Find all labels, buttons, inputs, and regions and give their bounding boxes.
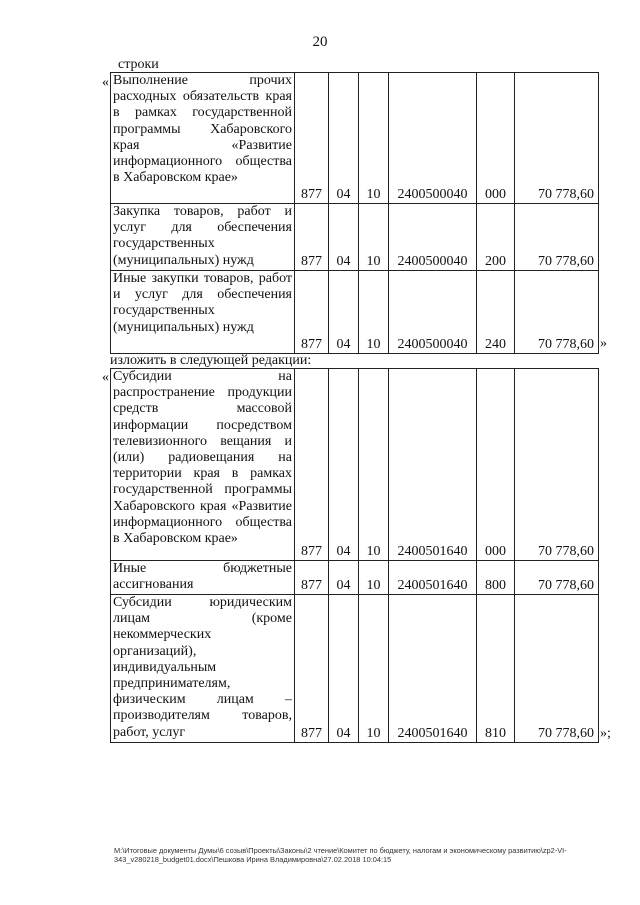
- expense-code: 810: [477, 595, 515, 743]
- amount: 70 778,60: [515, 561, 599, 595]
- target-code: 2400501640: [389, 369, 477, 561]
- ministry-code: 877: [295, 561, 329, 595]
- section-code: 04: [329, 73, 359, 204]
- table-row: [111, 204, 599, 271]
- table-row: [111, 595, 599, 743]
- row-name: Выполнение прочих расходных обязательств края в рамках государственной программы Хабаровского края «Развитие информационного общества в Хабаровском крае»: [111, 73, 295, 204]
- row-name: Закупка товаров, работ и услуг для обеспечения государственных (муниципальных) нужд: [111, 204, 295, 271]
- amount: 70 778,60: [515, 204, 599, 271]
- target-code: 2400501640: [389, 595, 477, 743]
- expense-code: 240: [477, 271, 515, 354]
- ministry-code: 877: [295, 271, 329, 354]
- row-name: Субсидии юридическим лицам (кроме некоммерческих организаций), индивидуальным предпринимателям, физическим лицам – производителям товаров, работ, услуг: [111, 595, 295, 743]
- lead-text-lines: строки: [118, 57, 159, 72]
- subsection-code: 10: [359, 369, 389, 561]
- amount: 70 778,60: [515, 595, 599, 743]
- target-code: 2400500040: [389, 204, 477, 271]
- table-new: [110, 368, 599, 743]
- table-row: [111, 73, 599, 204]
- subsection-code: 10: [359, 595, 389, 743]
- open-quote-2: «: [102, 370, 109, 385]
- ministry-code: 877: [295, 369, 329, 561]
- file-path-footer: М:\Итоговые документы Думы\6 созыв\Проекты\Законы\2 чтение\Комитет по бюджету, налогам и экономическому развитию\zp2-VI-343_v280218_budget01.docx\Пешкова Ирина Владимировна\27.02.2018 10:04:15: [114, 846, 567, 864]
- row-name: Иные закупки товаров, работ и услуг для обеспечения государственных (муниципальных) нужд: [111, 271, 295, 354]
- expense-code: 800: [477, 561, 515, 595]
- lead-text-edit: изложить в следующей редакции:: [110, 353, 312, 368]
- row-name: Иные бюджетные ассигнования: [111, 561, 295, 595]
- table-row: [111, 561, 599, 595]
- row-name: Субсидии на распространение продукции средств массовой информации посредством телевизионного вещания и (или) радиовещания на территории края в рамках государственной программы Хабаровского края «Развитие информационного общества в Хабаровском крае»: [111, 369, 295, 561]
- target-code: 2400500040: [389, 271, 477, 354]
- target-code: 2400500040: [389, 73, 477, 204]
- open-quote-1: «: [102, 75, 109, 90]
- expense-code: 200: [477, 204, 515, 271]
- close-quote-2: »;: [600, 726, 611, 741]
- section-code: 04: [329, 204, 359, 271]
- subsection-code: 10: [359, 271, 389, 354]
- ministry-code: 877: [295, 595, 329, 743]
- table-row: [111, 271, 599, 354]
- section-code: 04: [329, 595, 359, 743]
- ministry-code: 877: [295, 204, 329, 271]
- expense-code: 000: [477, 369, 515, 561]
- section-code: 04: [329, 271, 359, 354]
- subsection-code: 10: [359, 73, 389, 204]
- section-code: 04: [329, 561, 359, 595]
- table-row: [111, 369, 599, 561]
- target-code: 2400501640: [389, 561, 477, 595]
- ministry-code: 877: [295, 73, 329, 204]
- amount: 70 778,60: [515, 271, 599, 354]
- table-old: [110, 72, 599, 354]
- section-code: 04: [329, 369, 359, 561]
- subsection-code: 10: [359, 561, 389, 595]
- page-number: 20: [312, 34, 328, 50]
- expense-code: 000: [477, 73, 515, 204]
- subsection-code: 10: [359, 204, 389, 271]
- amount: 70 778,60: [515, 369, 599, 561]
- amount: 70 778,60: [515, 73, 599, 204]
- close-quote-1: »: [600, 336, 607, 351]
